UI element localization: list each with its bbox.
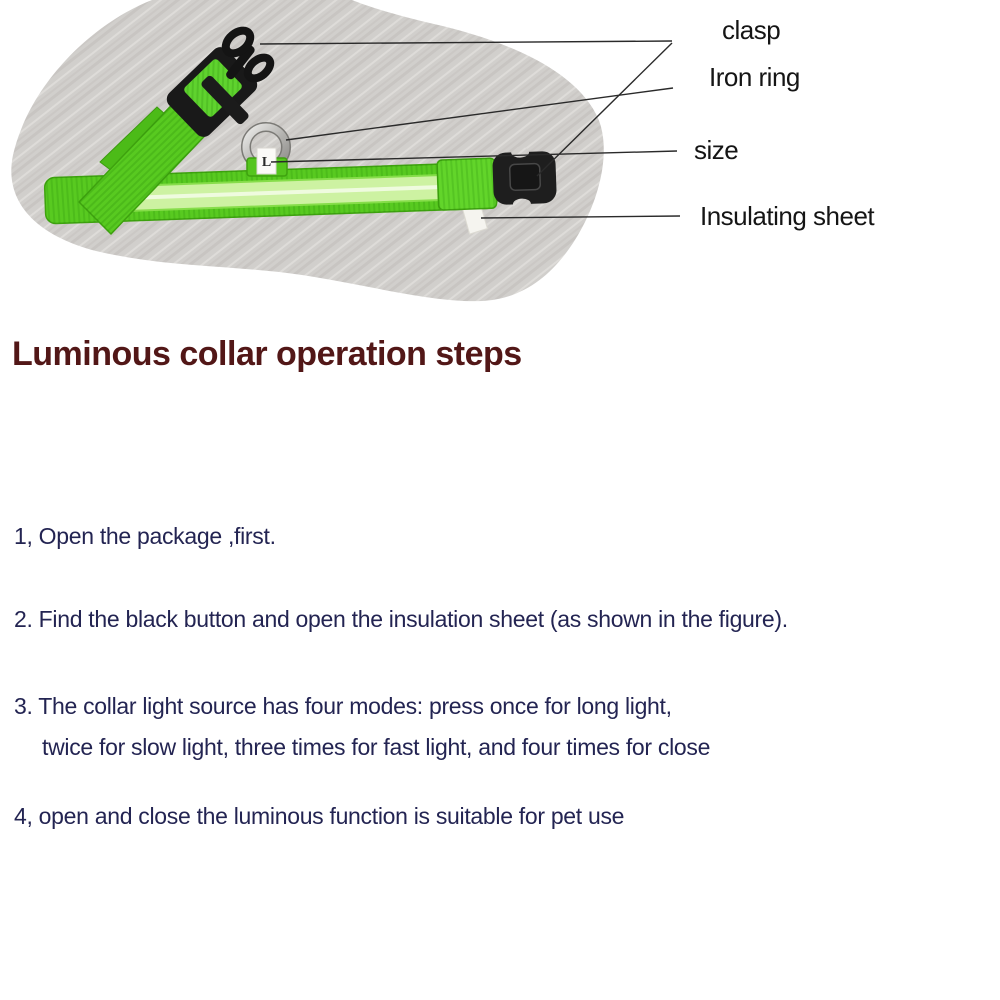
collar-figure (0, 0, 1000, 330)
step-3-text-line1: 3. The collar light source has four modes: press once for long light, (14, 693, 672, 719)
size-tag (257, 148, 276, 174)
label-insulating-sheet: Insulating sheet (700, 201, 875, 231)
label-size: size (694, 135, 739, 165)
label-clasp: clasp (722, 15, 781, 45)
black-button (510, 163, 541, 190)
step-4-text: 4, open and close the luminous function is suitable for pet use (14, 803, 625, 829)
step-3-text-line2: twice for slow light, three times for fast light, and four times for close (42, 734, 711, 760)
step-2-text: 2. Find the black button and open the insulation sheet (as shown in the figure). (14, 606, 788, 632)
page-title: Luminous collar operation steps (12, 335, 522, 373)
size-tag-letter: L (261, 155, 272, 170)
label-iron-ring: Iron ring (709, 62, 800, 92)
step-1-text: 1, Open the package ,first. (14, 523, 276, 549)
